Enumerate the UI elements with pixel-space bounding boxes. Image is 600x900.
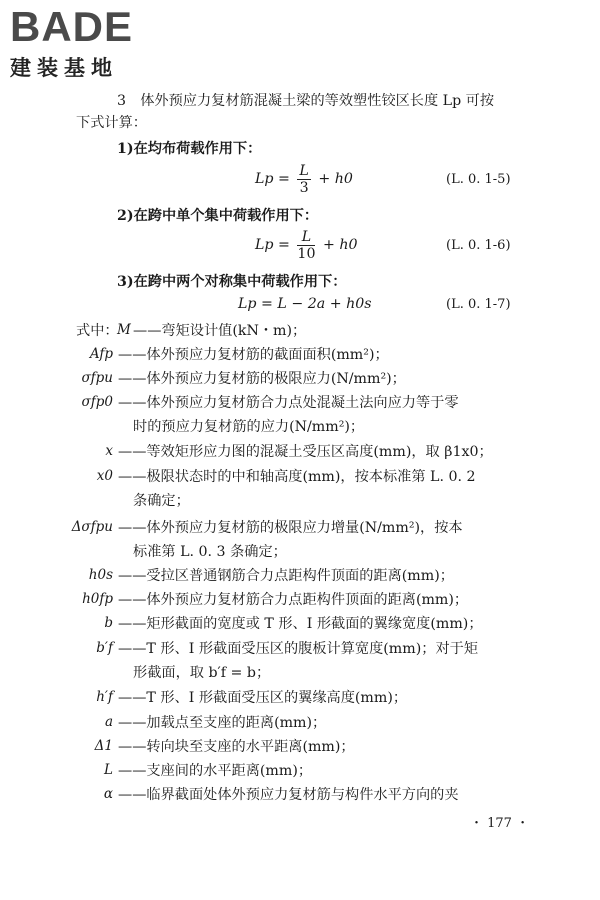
eq1-fraction — [297, 163, 310, 196]
def-sym-8: h0fp — [82, 591, 113, 607]
equation-2-number: (L. 0. 1-6) — [446, 238, 511, 253]
def-sym-14: L — [104, 762, 113, 778]
def-sym-2: σfpu — [81, 370, 113, 386]
def-text-14: ——支座间的水平距离(mm)； — [118, 763, 313, 779]
def-sym-3: σfp0 — [81, 394, 113, 410]
def-text-7: ——受拉区普通钢筋合力点距构件顶面的距离(mm)； — [118, 568, 454, 584]
def-sym-5: x0 — [96, 468, 113, 484]
def-text-0: ——弯矩设计值(kN・m)； — [133, 323, 307, 339]
eq1-rest: + h0 — [318, 171, 353, 187]
intro-line-2: 下式计算： — [76, 115, 147, 131]
logo-subtitle: 建装基地 — [10, 56, 118, 80]
def-sym-9: b — [104, 615, 113, 631]
def-sym-13: Δ1 — [94, 738, 113, 754]
equation-3: Lp = L − 2a + h0s — [238, 296, 372, 312]
def-cont-10: 形截面，取 b′f = b； — [133, 665, 271, 681]
def-text-13: ——转向块至支座的水平距离(mm)； — [118, 739, 355, 755]
def-sym-7: h0s — [88, 567, 113, 583]
eq2-numerator: L — [297, 229, 315, 246]
case-2-label: 2)在跨中单个集中荷载作用下： — [117, 208, 319, 224]
def-text-5: ——极限状态时的中和轴高度(mm)，按本标准第 L. 0. 2 — [118, 469, 476, 485]
eq1-numerator: L — [299, 162, 309, 179]
def-cont-3: 时的预应力复材筋的应力(N/mm²)； — [133, 419, 365, 435]
def-sym-1: Afp — [89, 346, 113, 362]
def-cont-6: 标准第 L. 0. 3 条确定； — [133, 544, 287, 560]
case-3-label: 3)在跨中两个对称集中荷载作用下： — [117, 274, 347, 290]
def-text-10: ——T 形、I 形截面受压区的腹板计算宽度(mm)；对于矩 — [118, 641, 479, 657]
def-text-9: ——矩形截面的宽度或 T 形、I 形截面的翼缘宽度(mm)； — [118, 616, 483, 632]
eq1-denominator: 3 — [299, 179, 309, 196]
eq2-rest: + h0 — [323, 237, 358, 253]
def-text-15: ——临界截面处体外预应力复材筋与构件水平方向的夹 — [118, 787, 459, 803]
eq1-lhs: Lp = — [255, 171, 290, 187]
def-text-8: ——体外预应力复材筋合力点距构件顶面的距离(mm)； — [118, 592, 469, 608]
logo — [10, 3, 190, 82]
def-cont-5: 条确定； — [133, 493, 190, 509]
def-sym-11: h′f — [96, 689, 113, 705]
page-number: ・ 177 ・ — [470, 816, 530, 831]
equation-1 — [255, 162, 353, 196]
def-sym-10: b′f — [96, 640, 113, 656]
def-text-6: ——体外预应力复材筋的极限应力增量(N/mm²)，按本 — [118, 520, 463, 536]
equation-1-number: (L. 0. 1-5) — [446, 172, 511, 187]
defs-header: 式中： — [76, 323, 119, 339]
def-sym-4: x — [105, 443, 113, 459]
case-1-label: 1)在均布荷载作用下： — [117, 141, 262, 157]
def-sym-0: M — [117, 322, 131, 338]
intro-line-1: 3 体外预应力复材筋混凝土梁的等效塑性铰区长度 Lp 可按 — [117, 93, 495, 109]
eq2-fraction — [297, 229, 315, 262]
eq2-lhs: Lp = — [255, 237, 290, 253]
def-text-1: ——体外预应力复材筋的截面面积(mm²)； — [118, 347, 389, 363]
def-sym-12: a — [104, 714, 113, 730]
equation-3-number: (L. 0. 1-7) — [446, 297, 511, 312]
def-text-11: ——T 形、I 形截面受压区的翼缘高度(mm)； — [118, 690, 408, 706]
def-text-2: ——体外预应力复材筋的极限应力(N/mm²)； — [118, 371, 406, 387]
def-text-4: ——等效矩形应力图的混凝土受压区高度(mm)，取 β1x0； — [118, 444, 493, 460]
def-sym-6: Δσfpu — [71, 519, 113, 535]
def-sym-15: α — [103, 786, 113, 802]
def-text-12: ——加载点至支座的距离(mm)； — [118, 715, 327, 731]
equation-2 — [255, 228, 358, 262]
def-text-3: ——体外预应力复材筋合力点处混凝土法向应力等于零 — [118, 395, 459, 411]
logo-wordmark: BADE — [10, 3, 134, 50]
eq2-denominator: 10 — [297, 245, 316, 262]
